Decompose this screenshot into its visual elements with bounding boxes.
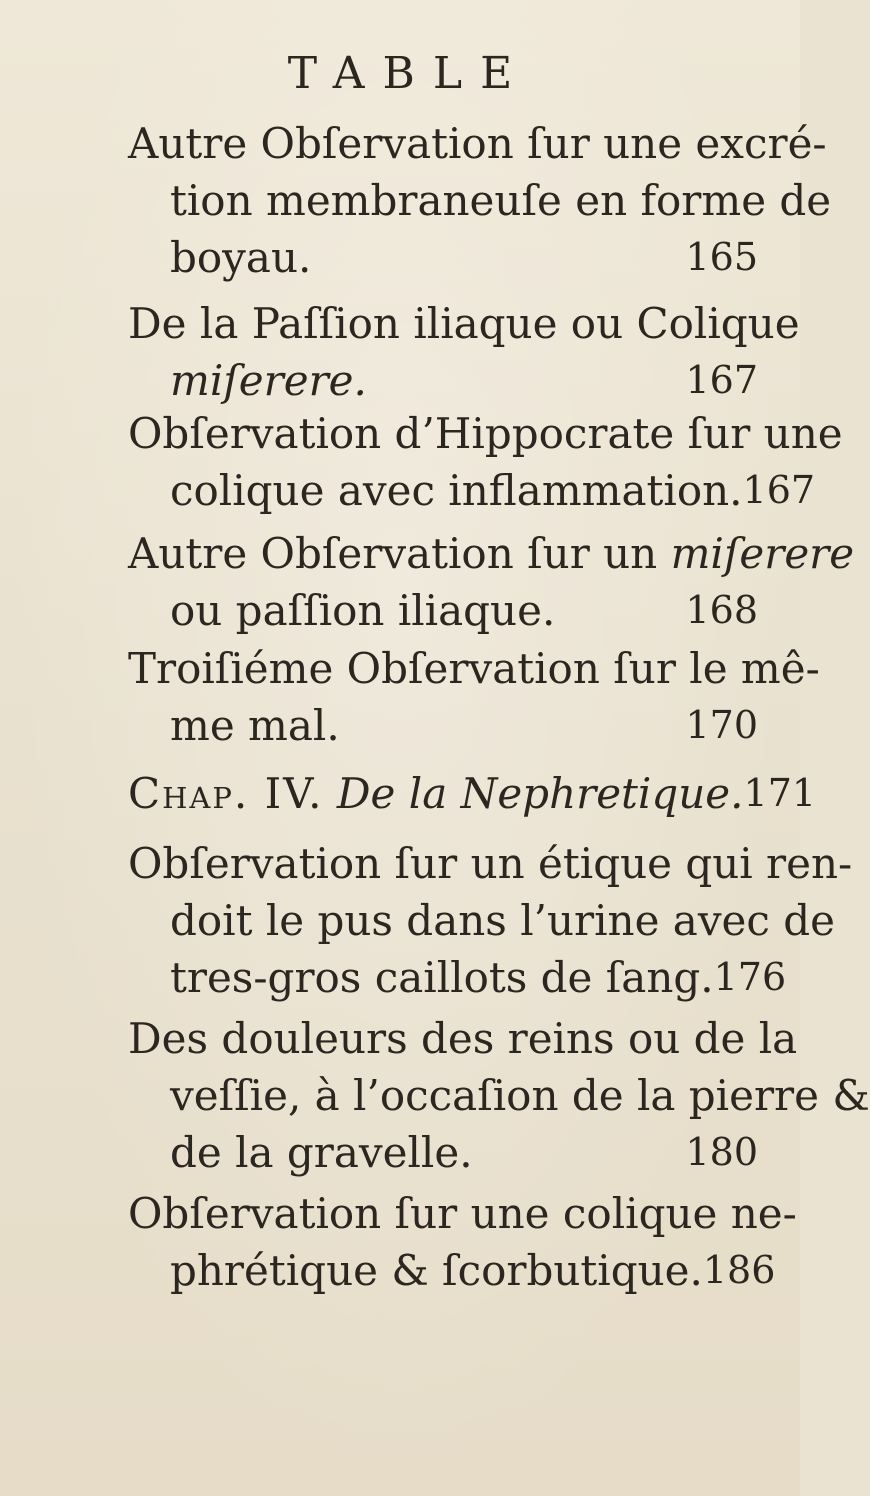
entry-line: de la gravelle. [170,1128,473,1177]
entry-line-with-page [128,229,758,286]
entry-line: doit le pus dans l’urine avec de [170,896,836,945]
chapter-number: Chap. IV. [128,769,324,818]
page-number: 168 [685,588,758,632]
toc-entry [128,115,832,286]
entry-text: Autre Obſervation ſur un [128,529,658,578]
chapter-title: De la Nephretique. [336,769,744,818]
toc-entry [128,1185,797,1299]
entry-line [128,525,855,582]
entry-line: tres-gros caillots de ſang. [170,953,714,1002]
entry-line-italic: miſerere. [170,356,367,405]
toc-entry [128,295,800,409]
entry-line-with-page [128,462,816,519]
entry-line: De la Paſſion iliaque ou Colique [128,299,800,348]
chapter-line [128,765,817,822]
entry-line: phrétique & ſcorbutique. [170,1246,703,1295]
entry-line: Obſervation ſur un étique qui ren- [128,839,853,888]
page-number: 167 [742,468,816,512]
toc-entry [128,405,843,519]
entry-line: Des douleurs des reins ou de la [128,1014,798,1063]
page-number: 180 [685,1130,758,1174]
entry-line: veſſie, à l’occaſion de la pierre & [170,1071,870,1120]
entry-line: ou paſſion iliaque. [170,586,556,635]
toc-entry [128,525,855,639]
entry-line: Autre Obſervation ſur une excré- [128,119,827,168]
entry-line-with-page [128,697,758,754]
entry-line-with-page [128,352,758,409]
entry-text-italic: miſerere [670,529,855,578]
entry-line: Obſervation d’Hippocrate ſur une [128,409,843,458]
chapter-text [128,765,744,822]
page-number: 176 [713,955,787,999]
page-number: 167 [685,358,758,402]
chapter-heading [128,765,817,822]
entry-line: me mal. [170,701,340,750]
toc-entry [128,640,820,754]
entry-line: tion membraneuſe en forme de [170,176,832,225]
entry-line: colique avec inflammation. [170,466,743,515]
entry-line: Obſervation ſur une colique ne- [128,1189,797,1238]
toc-entry [128,835,853,1006]
toc-entry [128,1010,870,1181]
page-number: 165 [685,235,758,279]
page-number: 171 [743,771,817,815]
entry-line-with-page [128,949,787,1006]
entry-line: boyau. [170,233,312,282]
entry-line: Troiſiéme Obſervation ſur le mê- [128,644,820,693]
running-header: TABLE [287,48,531,99]
entry-line-with-page [128,582,758,639]
page-number: 186 [702,1248,776,1292]
entry-line-with-page [128,1124,758,1181]
entry-line-with-page [128,1242,776,1299]
page-number: 170 [685,703,758,747]
